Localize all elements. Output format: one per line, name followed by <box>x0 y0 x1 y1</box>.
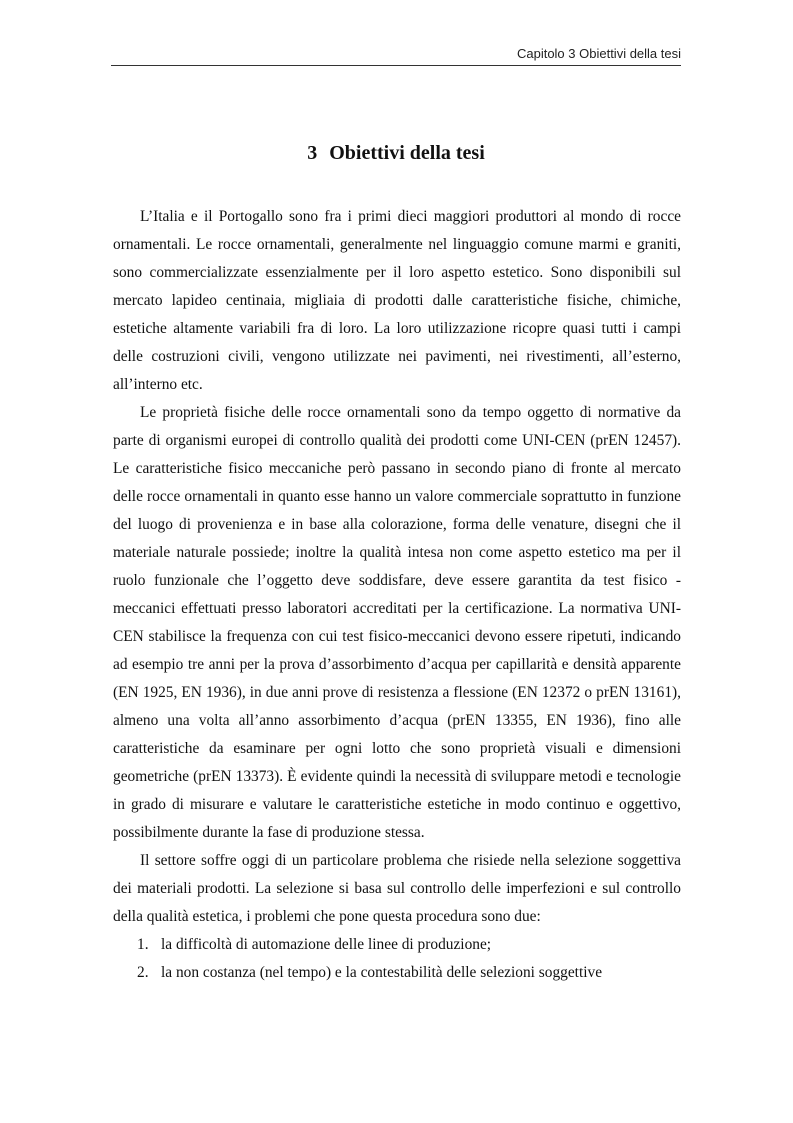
paragraph-1: L’Italia e il Portogallo sono fra i primi dieci maggiori produttori al mondo di rocce ornamentali. Le rocce ornamentali, generalmente nel linguaggio comune marmi e graniti, sono commercializzate essenzialmente per il loro aspetto estetico. Sono disponibili sul mercato lapideo centinaia, migliaia di prodotti dalle caratteristiche fisiche, chimiche, estetiche altamente variabili fra di loro. La loro utilizzazione ricopre quasi tutti i campi delle costruzioni civili, vengono utilizzate nei pavimenti, nei rivestimenti, all’esterno, all’interno etc. <box>113 208 681 393</box>
chapter-title-text: Obiettivi della tesi <box>329 142 485 164</box>
chapter-title <box>111 140 681 166</box>
body-text <box>113 203 681 987</box>
list-marker: 2. <box>137 964 149 981</box>
list-item-text: la non costanza (nel tempo) e la contestabilità delle selezioni soggettive <box>161 964 603 981</box>
header-divider <box>111 65 681 66</box>
numbered-list <box>113 931 681 987</box>
paragraph-3: Il settore soffre oggi di un particolare problema che risiede nella selezione soggettiva dei materiali prodotti. La selezione si basa sul controllo delle imperfezioni e sul controllo della qualità estetica, i problemi che pone questa procedura sono due: <box>113 852 681 925</box>
list-marker: 1. <box>137 936 149 953</box>
list-item-text: la difficoltà di automazione delle linee di produzione; <box>161 936 492 953</box>
paragraph-2: Le proprietà fisiche delle rocce ornamentali sono da tempo oggetto di normative da parte di organismi europei di controllo qualità dei prodotti come UNI-CEN (prEN 12457). Le caratteristiche fisico meccaniche però passano in secondo piano di fronte al mercato delle rocce ornamentali in quanto esse hanno un valore commerciale soprattutto in funzione del luogo di provenienza e in base alla colorazione, forma delle venature, disegni che il materiale naturale possiede; inoltre la qualità intesa non come aspetto estetico ma per il ruolo funzionale che l’oggetto deve soddisfare, deve essere garantita da test fisico - meccanici effettuati presso laboratori accreditati per la certificazione. La normativa UNI-CEN stabilisce la frequenza con cui test fisico-meccanici devono essere ripetuti, indicando ad esempio tre anni per la prova d’assorbimento d’acqua per capillarità e densità apparente (EN 1925, EN 1936), in due anni prove di resistenza a flessione (EN 12372 o prEN 13161), almeno una volta all’anno assorbimento d’acqua (prEN 13355, EN 1936), fino alle caratteristiche da esaminare per ogni lotto che sono proprietà visuali e dimensioni geometriche (prEN 13373). È evidente quindi la necessità di sviluppare metodi e tecnologie in grado di misurare e valutare le caratteristiche estetiche in modo continuo e oggettivo, possibilmente durante la fase di produzione stessa. <box>113 404 681 841</box>
chapter-number: 3 <box>307 142 318 164</box>
list-item <box>137 931 681 959</box>
list-item <box>137 959 681 987</box>
running-header: Capitolo 3 Obiettivi della tesi <box>516 46 681 61</box>
